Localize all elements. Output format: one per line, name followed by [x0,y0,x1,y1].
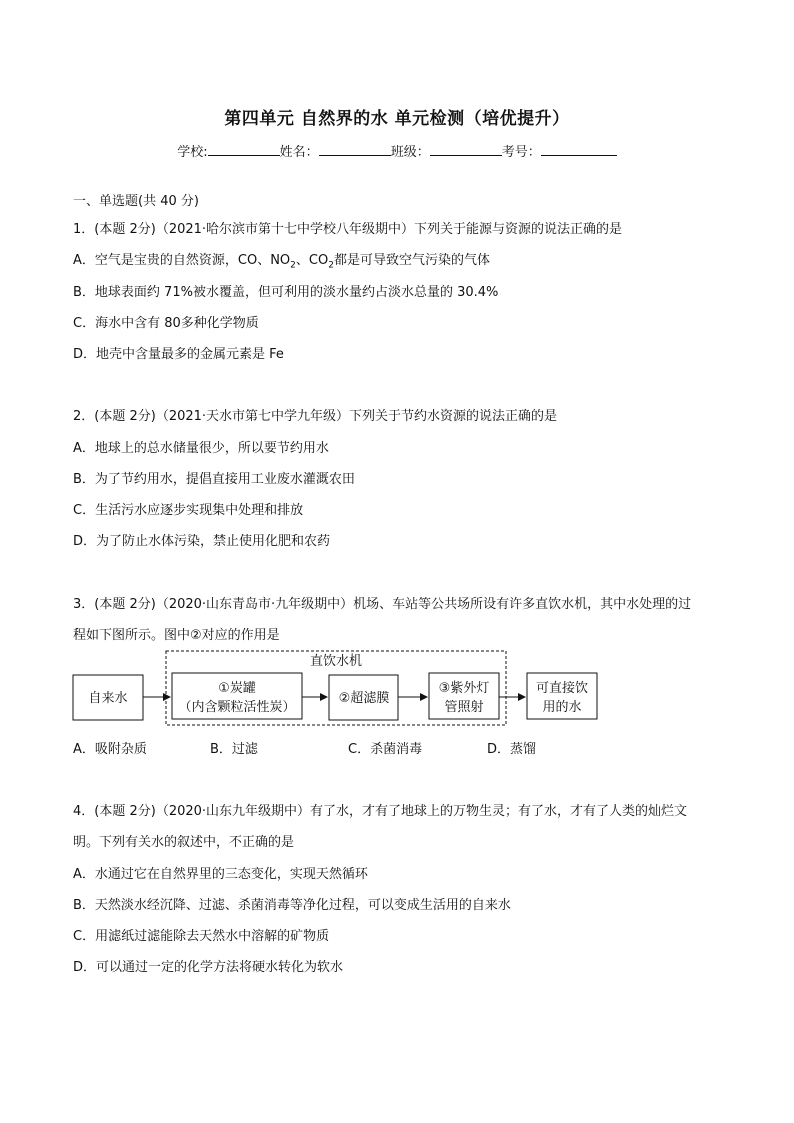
q4-stem-line2: 明。下列有关水的叙述中，不正确的是 [73,835,295,850]
q4-option-d: D．可以通过一定的化学方法将硬水转化为软水 [73,960,344,975]
id-blank [541,143,617,156]
drinkable-water-label-2: 用的水 [542,700,582,715]
q3-option-b: B．过滤 [210,742,258,757]
q2-option-b: B．为了节约用水，提倡直接用工业废水灌溉农田 [73,472,355,487]
q2-stem: 2．(本题 2分)（2021·天水市第七中学九年级）下列关于节约水资源的说法正确的是 [73,409,558,424]
carbon-tank-label: ①炭罐 [218,681,256,696]
q1-option-c: C．海水中含有 80多种化学物质 [73,316,259,331]
q1-a-sub1: 2 [290,260,296,271]
q1-option-a [73,249,490,271]
q1-option-d: D．地壳中含量最多的金属元素是 Fe [73,347,284,362]
q4-option-b: B．天然淡水经沉降、过滤、杀菌消毒等净化过程，可以变成生活用的自来水 [73,898,511,913]
uv-lamp-label: ③紫外灯 [438,681,490,696]
uv-lamp-note: 管照射 [444,700,484,715]
drinkable-water-label-1: 可直接饮 [535,681,589,696]
q3-option-c: C．杀菌消毒 [348,742,423,757]
q1-stem: 1．(本题 2分)（2021·哈尔滨市第十七中学校八年级期中）下列关于能源与资源的说法正确的是 [73,222,623,237]
q2-option-c: C．生活污水应逐步实现集中处理和排放 [73,503,304,518]
school-blank [208,143,280,156]
q3-stem-line2: 程如下图所示。图中②对应的作用是 [73,628,280,643]
q1-a-pre: A．空气是宝贵的自然资源，CO、NO [73,253,291,268]
machine-label: 直饮水机 [309,654,363,669]
tap-water-label: 自来水 [88,691,128,706]
id-label: 考号： [501,145,541,160]
q4-option-a: A．水通过它在自然界里的三态变化，实现天然循环 [73,867,368,882]
section-heading: 一、单选题(共 40 分) [73,194,199,209]
name-label: 姓名： [279,145,319,160]
q3-stem-line1: 3．(本题 2分)（2020·山东青岛市·九年级期中）机场、车站等公共场所设有许多直饮水机，其中水处理的过 [73,597,692,612]
class-blank [430,143,502,156]
q3-option-a: A．吸附杂质 [73,742,147,757]
q4-stem-line1: 4．(本题 2分)（2020·山东九年级期中）有了水，才有了地球上的万物生灵；有了水，才有了人类的灿烂文 [73,804,688,819]
q3-option-d: D．蒸馏 [487,742,537,757]
q2-option-a: A．地球上的总水储量很少，所以要节约用水 [73,441,329,456]
q1-a-mid: 、CO [295,253,329,268]
school-label: 学校: [177,145,208,160]
q1-a-sub2: 2 [328,260,334,271]
q4-option-c: C．用滤纸过滤能除去天然水中溶解的矿物质 [73,929,330,944]
carbon-tank-note: （内含颗粒活性炭） [178,700,296,715]
q1-a-post: 都是可导致空气污染的气体 [333,253,490,268]
water-process-diagram [70,648,630,730]
name-blank [319,143,391,156]
q1-option-b: B．地球表面约 71%被水覆盖，但可利用的淡水量约占淡水总量的 30.4% [73,285,499,300]
q2-option-d: D．为了防止水体污染，禁止使用化肥和农药 [73,534,331,549]
class-label: 班级： [390,145,430,160]
student-info-line [0,141,794,160]
ultrafiltration-label: ②超滤膜 [338,691,390,706]
page-title: 第四单元 自然界的水 单元检测（培优提升） [224,109,570,129]
